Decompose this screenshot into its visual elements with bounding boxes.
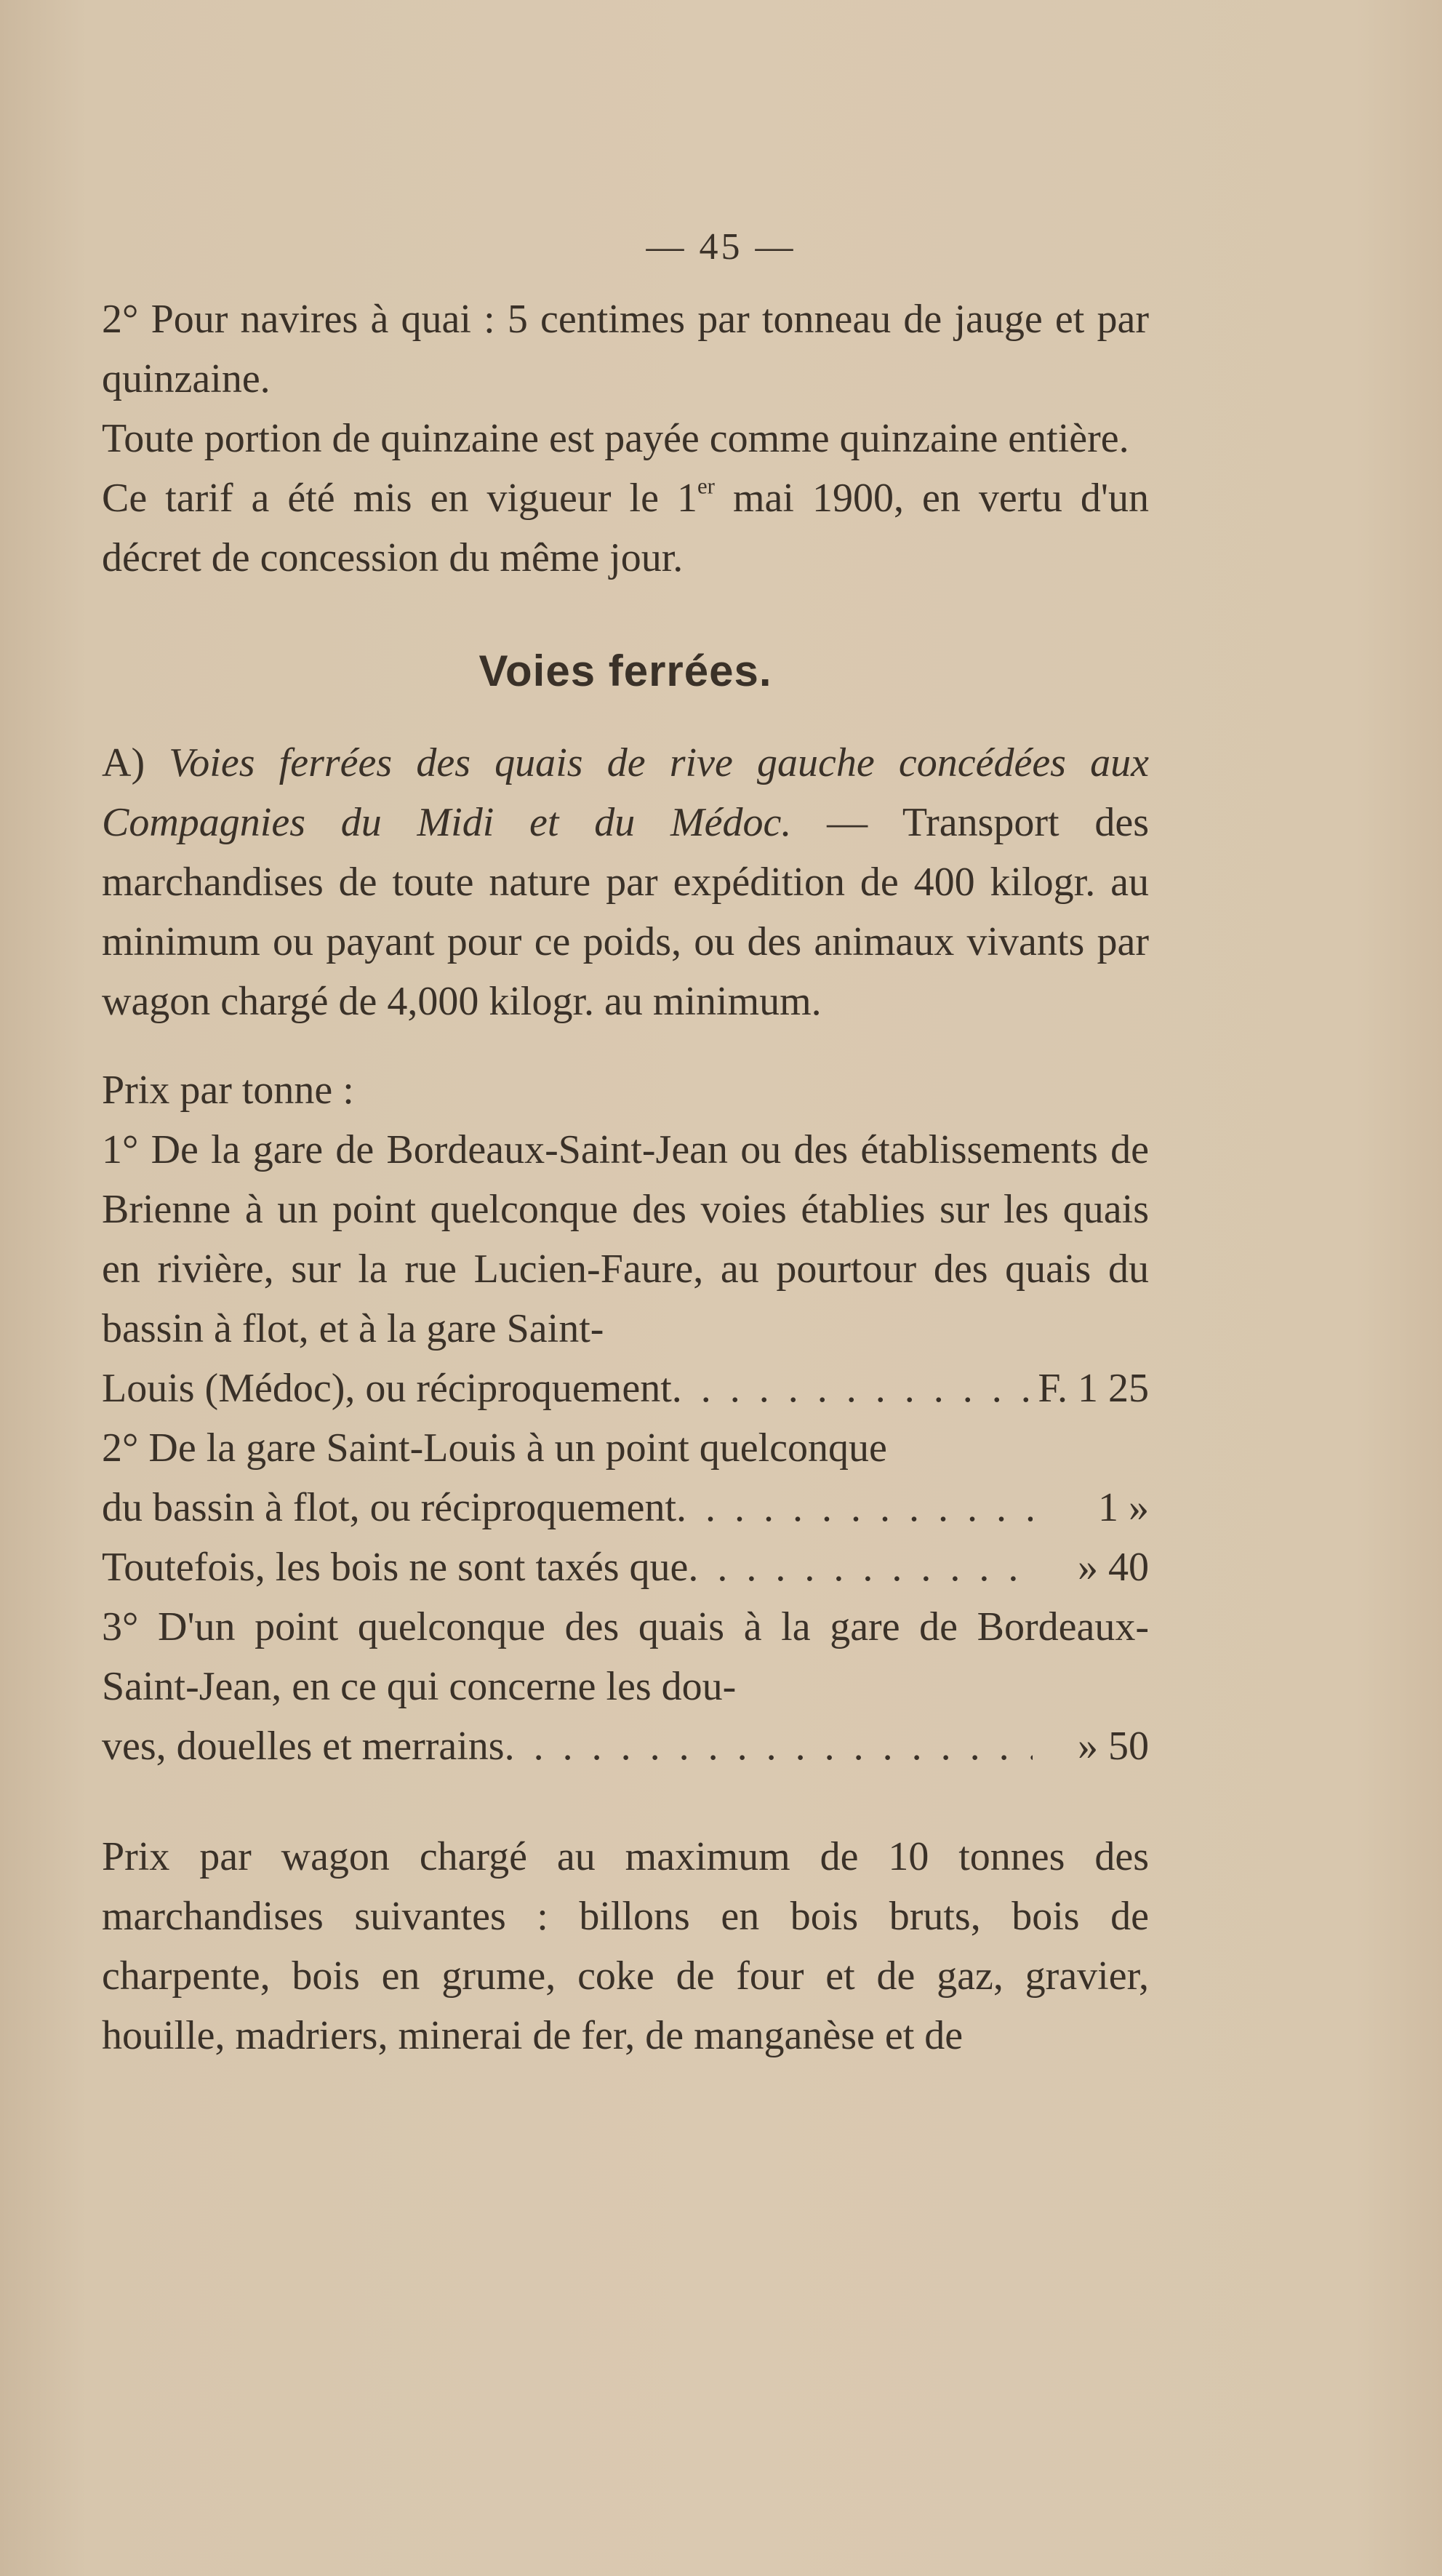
leader-dots [676, 1478, 1033, 1537]
tariff-item-bois-row [102, 1537, 1149, 1597]
tariff-item-2-amount: 1 » [1098, 1485, 1149, 1530]
section-heading: Voies ferrées. [478, 647, 772, 695]
paragraph-quai-fee: 2° Pour navires à quai : 5 centimes par tonneau de jauge et par quinzaine. [102, 297, 1149, 401]
tariff-item-3-text: 3° D'un point quelconque des quais à la gare de Bordeaux-Saint-Jean, en ce qui concerne les dou- [102, 1604, 1149, 1709]
tariff-item-2-row [102, 1478, 1149, 1537]
paragraph-portion: Toute portion de quinzaine est payée comme quinzaine entière. [102, 416, 1129, 461]
leader-dots [505, 1716, 1033, 1776]
tariff-item-3-amount: » 50 [1078, 1724, 1149, 1769]
tariff-item-3-label: ves, douelles et merrains [102, 1724, 505, 1769]
leader-dots [672, 1359, 1033, 1418]
paragraph-prix-par-tonne: Prix par tonne : [102, 1068, 354, 1113]
paragraph-tarif: Ce tarif a été mis en vigueur le 1er mai 1900, en vertu d'un décret de concession du même jour. [102, 473, 1150, 580]
tariff-item-1-label: Louis (Médoc), ou réciproquement [102, 1366, 672, 1411]
leader-dots [688, 1537, 1033, 1597]
tariff-item-1-row [102, 1359, 1149, 1418]
tariff-item-1-body: 1° De la gare de Bordeaux-Saint-Jean ou des établissements de Brienne à un point quelconque des voies établies sur les quais en rivière, sur la rue Lucien-Faure, au pourtour des quais du bassin à flot, et à la gare Saint- [102, 1127, 1149, 1351]
tariff-item-2-label: du bassin à flot, ou réciproquement [102, 1485, 677, 1530]
paragraph-prix-par-wagon: Prix par wagon chargé au maximum de 10 tonnes des marchandises suivantes : billons en bois bruts, bois de charpente, bois en grume, coke de four et de gaz, gravier, houille, madriers, minerai de fer, de manganèse et de [102, 1834, 1149, 2058]
tariff-item-3-row [102, 1716, 1149, 1776]
tariff-item-bois-label: Toutefois, les bois ne sont taxés que [102, 1545, 689, 1590]
tariff-item-2-text: 2° De la gare Saint-Louis à un point quelconque [102, 1425, 887, 1471]
paragraph-voies-rive-gauche: A) Voies ferrées des quais de rive gauche concédées aux Compagnies du Midi et du Médoc. — Transport des marchandises de toute nature par expédition de 400 kilogr. au minimum ou payant pour ce poids, ou des animaux vivants par wagon chargé de 4,000 kilogr. au minimum. [102, 740, 1150, 1024]
tariff-item-bois-amount: » 40 [1078, 1545, 1149, 1590]
text-column [102, 289, 1149, 2065]
tariff-item-1-amount: F. 1 25 [1038, 1366, 1149, 1411]
page-number: — 45 — [646, 226, 796, 268]
tariff-item-1-text [102, 1120, 1149, 1359]
